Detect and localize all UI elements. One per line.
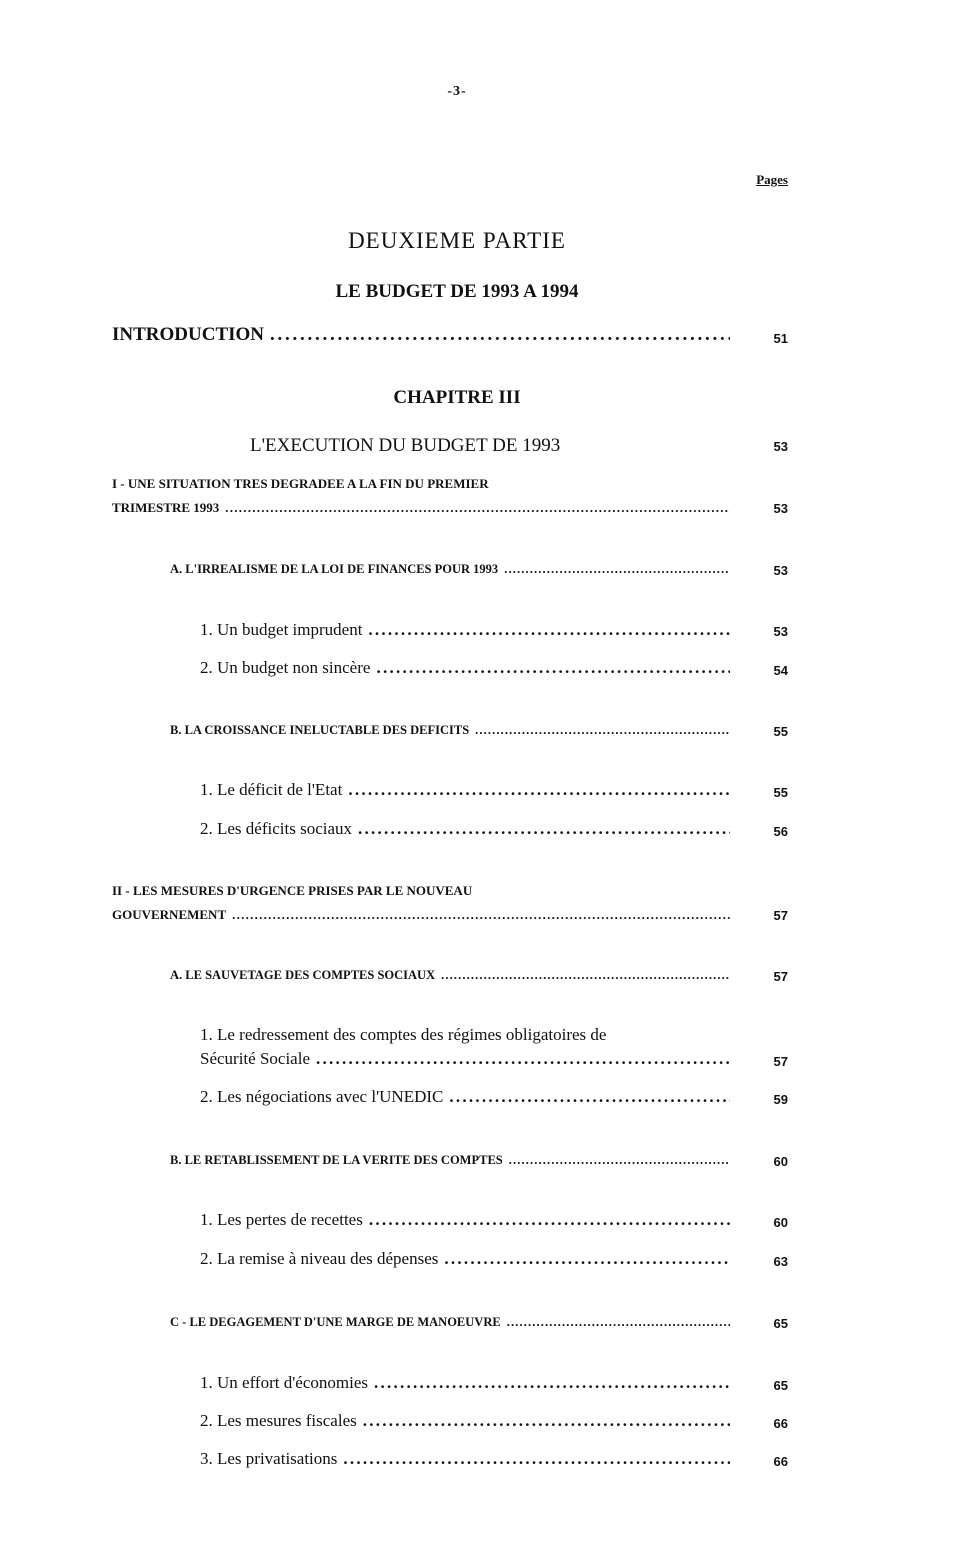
leader-dots bbox=[348, 780, 730, 800]
pages-column-label: Pages bbox=[756, 172, 788, 187]
leader-dots bbox=[343, 1449, 730, 1469]
toc-page-number: 56 bbox=[773, 824, 788, 839]
toc-page-number: 53 bbox=[773, 563, 788, 578]
toc-label: 1. Les pertes de recettes bbox=[200, 1210, 363, 1229]
budget-title: LE BUDGET DE 1993 A 1994 bbox=[335, 281, 579, 302]
toc-entry-1b2 bbox=[200, 819, 730, 839]
toc-label: B. LE RETABLISSEMENT DE LA VERITE DES COMPTES bbox=[170, 1153, 503, 1167]
toc-page-number: 53 bbox=[773, 624, 788, 639]
leader-dots bbox=[369, 1210, 730, 1230]
toc-page-number: 55 bbox=[773, 724, 788, 739]
toc-page-number: 63 bbox=[773, 1254, 788, 1269]
leader-dots bbox=[504, 562, 730, 577]
toc-entry-2c2 bbox=[200, 1411, 730, 1431]
toc-entry-2a2 bbox=[200, 1087, 730, 1107]
part-title: DEUXIEME PARTIE bbox=[348, 228, 566, 253]
toc-label: GOUVERNEMENT bbox=[112, 907, 227, 922]
toc-entry-2a1-line1: 1. Le redressement des comptes des régimes obligatoires de bbox=[200, 1025, 607, 1044]
toc-page-number: 60 bbox=[773, 1215, 788, 1230]
toc-label: 1. Un effort d'économies bbox=[200, 1373, 368, 1392]
toc-entry-2a bbox=[170, 968, 730, 983]
toc-page-number: 54 bbox=[773, 663, 788, 678]
toc-page-number: 65 bbox=[773, 1316, 788, 1331]
page-number: -3- bbox=[447, 84, 467, 99]
toc-section-1-line1: I - UNE SITUATION TRES DEGRADEE A LA FIN DU PREMIER bbox=[112, 476, 489, 491]
toc-entry-1a1 bbox=[200, 620, 730, 640]
toc-entry-2a1 bbox=[200, 1049, 730, 1069]
toc-entry-section-1 bbox=[112, 500, 730, 516]
toc-page-number: 59 bbox=[773, 1092, 788, 1107]
toc-page-number: 55 bbox=[773, 785, 788, 800]
toc-entry-2c bbox=[170, 1315, 730, 1330]
leader-dots bbox=[316, 1049, 730, 1069]
toc-label: C - LE DEGAGEMENT D'UNE MARGE DE MANOEUVRE bbox=[170, 1315, 501, 1329]
toc-label: A. L'IRREALISME DE LA LOI DE FINANCES POUR 1993 bbox=[170, 562, 499, 576]
chapter-title: CHAPITRE III bbox=[393, 387, 521, 408]
leader-dots bbox=[374, 1373, 730, 1393]
toc-page-number: 60 bbox=[773, 1154, 788, 1169]
leader-dots bbox=[368, 620, 730, 640]
toc-entry-1a bbox=[170, 562, 730, 577]
leader-dots bbox=[358, 819, 730, 839]
leader-dots bbox=[363, 1411, 730, 1431]
toc-label: 1. Le déficit de l'Etat bbox=[200, 780, 343, 799]
toc-label: 1. Un budget imprudent bbox=[200, 620, 363, 639]
toc-label: 2. Les mesures fiscales bbox=[200, 1411, 357, 1430]
toc-entry-1b1 bbox=[200, 780, 730, 800]
toc-entry-section-2 bbox=[112, 907, 730, 923]
toc-page-number: 57 bbox=[773, 908, 788, 923]
toc-label: TRIMESTRE 1993 bbox=[112, 500, 220, 515]
leader-dots bbox=[270, 324, 730, 346]
leader-dots bbox=[449, 1087, 730, 1107]
leader-dots bbox=[225, 500, 730, 516]
toc-page-number: 66 bbox=[773, 1454, 788, 1469]
toc-page-number: 53 bbox=[773, 501, 788, 516]
toc-label: 2. Les déficits sociaux bbox=[200, 819, 353, 838]
toc-page-number: 66 bbox=[773, 1416, 788, 1431]
toc-page-number: 53 bbox=[773, 439, 788, 454]
toc-label: B. LA CROISSANCE INELUCTABLE DES DEFICITS bbox=[170, 723, 470, 737]
toc-entry-2c3 bbox=[200, 1449, 730, 1469]
toc-entry-introduction bbox=[112, 324, 730, 346]
leader-dots bbox=[509, 1153, 730, 1168]
toc-entry-1a2 bbox=[200, 658, 730, 678]
toc-page-number: 65 bbox=[773, 1378, 788, 1393]
toc-label: 3. Les privatisations bbox=[200, 1449, 338, 1468]
toc-label: Sécurité Sociale bbox=[200, 1049, 310, 1068]
toc-label: 2. Un budget non sincère bbox=[200, 658, 371, 677]
toc-label: 2. La remise à niveau des dépenses bbox=[200, 1249, 439, 1268]
toc-entry-2b bbox=[170, 1153, 730, 1168]
toc-page-number: 51 bbox=[773, 331, 788, 346]
toc-entry-2c1 bbox=[200, 1373, 730, 1393]
chapter-subtitle: L'EXECUTION DU BUDGET DE 1993 bbox=[250, 435, 561, 456]
leader-dots bbox=[232, 907, 730, 923]
toc-entry-2b2 bbox=[200, 1249, 730, 1269]
toc-label: INTRODUCTION bbox=[112, 324, 265, 345]
leader-dots bbox=[475, 723, 730, 738]
toc-label: 2. Les négociations avec l'UNEDIC bbox=[200, 1087, 444, 1106]
toc-entry-2b1 bbox=[200, 1210, 730, 1230]
toc-page-number: 57 bbox=[773, 1054, 788, 1069]
toc-section-2-line1: II - LES MESURES D'URGENCE PRISES PAR LE NOUVEAU bbox=[112, 883, 473, 898]
toc-page-number: 57 bbox=[773, 969, 788, 984]
leader-dots bbox=[507, 1315, 730, 1330]
toc-entry-1b bbox=[170, 723, 730, 738]
toc-label: A. LE SAUVETAGE DES COMPTES SOCIAUX bbox=[170, 968, 436, 982]
leader-dots bbox=[441, 968, 730, 983]
leader-dots bbox=[444, 1249, 730, 1269]
leader-dots bbox=[376, 658, 730, 678]
